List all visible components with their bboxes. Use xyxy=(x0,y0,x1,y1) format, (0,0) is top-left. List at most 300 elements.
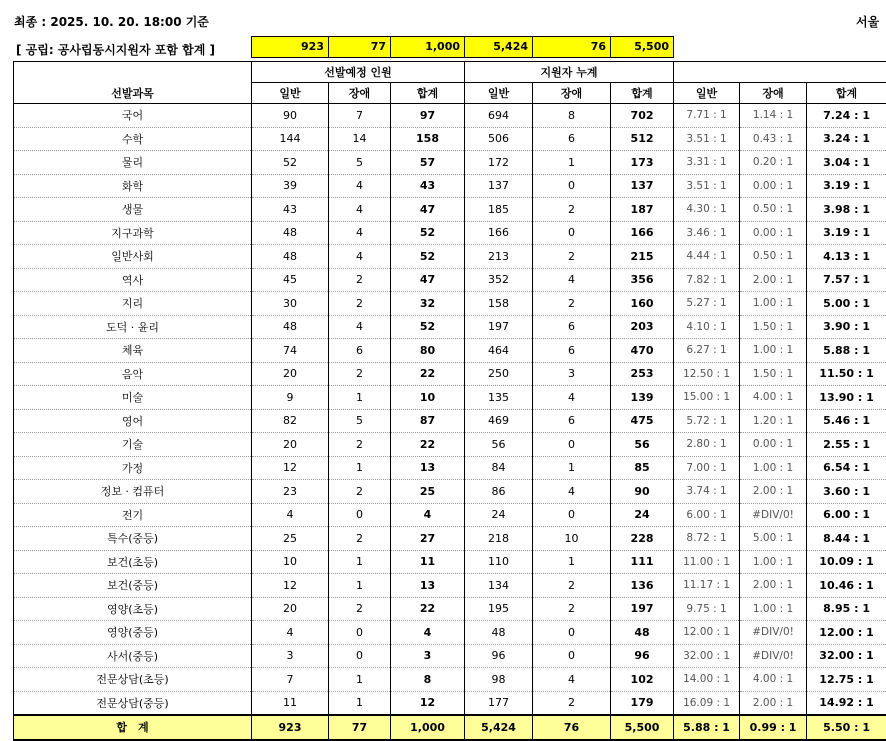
cell-ratio-general: 8.72 : 1 xyxy=(674,527,740,551)
cell-app-general: 98 xyxy=(465,668,533,692)
summary-value-app-total: 5,500 xyxy=(610,36,674,58)
cell-plan-disabled: 4 xyxy=(329,245,391,269)
summary-value-plan-disabled: 77 xyxy=(328,36,391,58)
cell-ratio-total: 8.95 : 1 xyxy=(807,597,886,621)
cell-app-disabled: 6 xyxy=(533,127,611,151)
cell-subject: 국어 xyxy=(14,104,252,128)
cell-plan-general: 48 xyxy=(252,315,329,339)
cell-ratio-disabled: 2.00 : 1 xyxy=(740,574,807,598)
table-row xyxy=(14,339,886,363)
cell-subject: 전기 xyxy=(14,503,252,527)
cell-app-disabled: 4 xyxy=(533,386,611,410)
cell-plan-disabled: 4 xyxy=(329,174,391,198)
cell-ratio-general: 12.50 : 1 xyxy=(674,362,740,386)
cell-plan-total: 27 xyxy=(391,527,465,551)
cell-subject: 영어 xyxy=(14,409,252,433)
cell-plan-disabled: 0 xyxy=(329,644,391,668)
cell-plan-total: 52 xyxy=(391,221,465,245)
cell-app-disabled: 0 xyxy=(533,621,611,645)
total-cell-app-general: 5,424 xyxy=(465,715,533,740)
cell-plan-general: 23 xyxy=(252,480,329,504)
cell-subject: 보건(초등) xyxy=(14,550,252,574)
cell-plan-general: 7 xyxy=(252,668,329,692)
table-row xyxy=(14,362,886,386)
cell-ratio-general: 7.71 : 1 xyxy=(674,104,740,128)
cell-app-disabled: 0 xyxy=(533,503,611,527)
cell-ratio-total: 3.90 : 1 xyxy=(807,315,886,339)
cell-plan-disabled: 1 xyxy=(329,574,391,598)
cell-app-disabled: 10 xyxy=(533,527,611,551)
cell-plan-total: 4 xyxy=(391,503,465,527)
cell-ratio-disabled: 0.50 : 1 xyxy=(740,198,807,222)
cell-ratio-disabled: 2.00 : 1 xyxy=(740,268,807,292)
cell-plan-disabled: 7 xyxy=(329,104,391,128)
cell-ratio-total: 3.60 : 1 xyxy=(807,480,886,504)
cell-ratio-total: 12.00 : 1 xyxy=(807,621,886,645)
cell-app-disabled: 0 xyxy=(533,174,611,198)
cell-subject: 가정 xyxy=(14,456,252,480)
cell-ratio-general: 14.00 : 1 xyxy=(674,668,740,692)
cell-ratio-total: 7.57 : 1 xyxy=(807,268,886,292)
cell-ratio-total: 6.00 : 1 xyxy=(807,503,886,527)
cell-plan-general: 43 xyxy=(252,198,329,222)
summary-value-app-general: 5,424 xyxy=(464,36,533,58)
col-header-app-total: 합계 xyxy=(611,83,674,104)
cell-app-total: 512 xyxy=(611,127,674,151)
cell-plan-total: 52 xyxy=(391,315,465,339)
cell-app-general: 166 xyxy=(465,221,533,245)
cell-app-disabled: 2 xyxy=(533,574,611,598)
cell-plan-total: 87 xyxy=(391,409,465,433)
cell-app-general: 469 xyxy=(465,409,533,433)
cell-plan-general: 45 xyxy=(252,268,329,292)
cell-app-total: 475 xyxy=(611,409,674,433)
cell-app-disabled: 2 xyxy=(533,691,611,715)
cell-plan-disabled: 4 xyxy=(329,221,391,245)
cell-ratio-general: 6.00 : 1 xyxy=(674,503,740,527)
cell-ratio-total: 3.04 : 1 xyxy=(807,151,886,175)
total-cell-subject: 합 계 xyxy=(14,715,252,740)
table-row xyxy=(14,433,886,457)
cell-plan-total: 22 xyxy=(391,433,465,457)
cell-subject: 기술 xyxy=(14,433,252,457)
cell-ratio-total: 13.90 : 1 xyxy=(807,386,886,410)
cell-app-disabled: 4 xyxy=(533,668,611,692)
cell-subject: 보건(중등) xyxy=(14,574,252,598)
cell-app-total: 187 xyxy=(611,198,674,222)
cell-subject: 수학 xyxy=(14,127,252,151)
col-header-ratio-general: 일반 xyxy=(674,83,740,104)
cell-app-general: 213 xyxy=(465,245,533,269)
cell-plan-total: 57 xyxy=(391,151,465,175)
table-row xyxy=(14,621,886,645)
cell-ratio-general: 11.00 : 1 xyxy=(674,550,740,574)
cell-app-disabled: 1 xyxy=(533,151,611,175)
cell-subject: 음악 xyxy=(14,362,252,386)
cell-plan-total: 10 xyxy=(391,386,465,410)
cell-ratio-total: 3.19 : 1 xyxy=(807,221,886,245)
cell-ratio-total: 3.19 : 1 xyxy=(807,174,886,198)
cell-ratio-total: 5.00 : 1 xyxy=(807,292,886,316)
cell-app-disabled: 2 xyxy=(533,292,611,316)
cell-plan-disabled: 5 xyxy=(329,409,391,433)
cell-app-total: 102 xyxy=(611,668,674,692)
table-row xyxy=(14,691,886,715)
cell-app-total: 24 xyxy=(611,503,674,527)
cell-plan-general: 144 xyxy=(252,127,329,151)
cell-plan-general: 20 xyxy=(252,362,329,386)
header-blank-cell xyxy=(14,62,252,83)
cell-app-total: 96 xyxy=(611,644,674,668)
cell-app-disabled: 6 xyxy=(533,339,611,363)
cell-app-general: 56 xyxy=(465,433,533,457)
cell-subject: 일반사회 xyxy=(14,245,252,269)
cell-ratio-disabled: 0.43 : 1 xyxy=(740,127,807,151)
cell-plan-general: 20 xyxy=(252,433,329,457)
table-row xyxy=(14,503,886,527)
cell-ratio-disabled: 0.50 : 1 xyxy=(740,245,807,269)
cell-plan-total: 22 xyxy=(391,597,465,621)
cell-plan-general: 3 xyxy=(252,644,329,668)
cell-plan-general: 11 xyxy=(252,691,329,715)
cell-app-general: 218 xyxy=(465,527,533,551)
cell-app-total: 90 xyxy=(611,480,674,504)
cell-plan-disabled: 1 xyxy=(329,456,391,480)
total-cell-ratio-total: 5.50 : 1 xyxy=(807,715,886,740)
table-row xyxy=(14,409,886,433)
total-cell-ratio-general: 5.88 : 1 xyxy=(674,715,740,740)
cell-app-total: 702 xyxy=(611,104,674,128)
cell-plan-disabled: 2 xyxy=(329,362,391,386)
cell-app-general: 185 xyxy=(465,198,533,222)
table-row xyxy=(14,198,886,222)
cell-ratio-general: 12.00 : 1 xyxy=(674,621,740,645)
cell-app-total: 253 xyxy=(611,362,674,386)
cell-app-disabled: 8 xyxy=(533,104,611,128)
col-header-subject: 선발과목 xyxy=(14,83,252,104)
cell-app-total: 48 xyxy=(611,621,674,645)
cell-plan-disabled: 14 xyxy=(329,127,391,151)
cell-ratio-total: 6.54 : 1 xyxy=(807,456,886,480)
cell-ratio-disabled: 2.00 : 1 xyxy=(740,691,807,715)
cell-plan-total: 47 xyxy=(391,198,465,222)
cell-ratio-total: 2.55 : 1 xyxy=(807,433,886,457)
cell-ratio-general: 2.80 : 1 xyxy=(674,433,740,457)
table-row xyxy=(14,268,886,292)
cell-plan-total: 158 xyxy=(391,127,465,151)
total-cell-plan-total: 1,000 xyxy=(391,715,465,740)
cell-app-general: 96 xyxy=(465,644,533,668)
cell-app-general: 86 xyxy=(465,480,533,504)
cell-ratio-disabled: 4.00 : 1 xyxy=(740,386,807,410)
cell-app-general: 134 xyxy=(465,574,533,598)
table-row xyxy=(14,174,886,198)
cell-subject: 지구과학 xyxy=(14,221,252,245)
cell-ratio-general: 3.46 : 1 xyxy=(674,221,740,245)
cell-ratio-general: 7.82 : 1 xyxy=(674,268,740,292)
cell-app-total: 56 xyxy=(611,433,674,457)
cell-app-general: 137 xyxy=(465,174,533,198)
cell-plan-disabled: 2 xyxy=(329,597,391,621)
total-cell-app-total: 5,500 xyxy=(611,715,674,740)
cell-app-general: 177 xyxy=(465,691,533,715)
cell-subject: 화학 xyxy=(14,174,252,198)
cell-plan-general: 9 xyxy=(252,386,329,410)
cell-ratio-disabled: 1.50 : 1 xyxy=(740,362,807,386)
table-row xyxy=(14,104,886,128)
cell-subject: 특수(중등) xyxy=(14,527,252,551)
cell-subject: 영양(중등) xyxy=(14,621,252,645)
cell-app-total: 137 xyxy=(611,174,674,198)
table-row xyxy=(14,644,886,668)
cell-plan-total: 25 xyxy=(391,480,465,504)
cell-plan-total: 43 xyxy=(391,174,465,198)
cell-subject: 사서(중등) xyxy=(14,644,252,668)
col-header-plan-total: 합계 xyxy=(391,83,465,104)
table-row xyxy=(14,315,886,339)
cell-ratio-disabled: 1.00 : 1 xyxy=(740,292,807,316)
cell-ratio-total: 14.92 : 1 xyxy=(807,691,886,715)
col-header-app-disabled: 장애 xyxy=(533,83,611,104)
cell-ratio-disabled: 4.00 : 1 xyxy=(740,668,807,692)
cell-app-disabled: 2 xyxy=(533,597,611,621)
cell-ratio-total: 5.46 : 1 xyxy=(807,409,886,433)
cell-subject: 체육 xyxy=(14,339,252,363)
org-label: 서울 xyxy=(856,13,879,30)
cell-plan-disabled: 1 xyxy=(329,550,391,574)
col-header-app-general: 일반 xyxy=(465,83,533,104)
cell-plan-total: 11 xyxy=(391,550,465,574)
cell-ratio-total: 32.00 : 1 xyxy=(807,644,886,668)
cell-ratio-total: 7.24 : 1 xyxy=(807,104,886,128)
cell-ratio-disabled: 1.50 : 1 xyxy=(740,315,807,339)
header-column-row xyxy=(14,83,886,104)
table-row xyxy=(14,292,886,316)
cell-plan-general: 90 xyxy=(252,104,329,128)
cell-app-disabled: 0 xyxy=(533,433,611,457)
cell-plan-general: 74 xyxy=(252,339,329,363)
cell-ratio-disabled: 5.00 : 1 xyxy=(740,527,807,551)
cell-ratio-disabled: 1.00 : 1 xyxy=(740,550,807,574)
cell-plan-total: 13 xyxy=(391,456,465,480)
cell-app-general: 464 xyxy=(465,339,533,363)
summary-value-plan-total: 1,000 xyxy=(390,36,465,58)
table-row xyxy=(14,480,886,504)
cell-subject: 물리 xyxy=(14,151,252,175)
cell-app-disabled: 1 xyxy=(533,550,611,574)
cell-ratio-disabled: 0.00 : 1 xyxy=(740,433,807,457)
cell-ratio-total: 8.44 : 1 xyxy=(807,527,886,551)
cell-plan-general: 25 xyxy=(252,527,329,551)
table-row xyxy=(14,574,886,598)
cell-plan-general: 82 xyxy=(252,409,329,433)
cell-app-general: 110 xyxy=(465,550,533,574)
cell-ratio-disabled: 1.00 : 1 xyxy=(740,339,807,363)
cell-plan-disabled: 2 xyxy=(329,480,391,504)
cell-plan-disabled: 4 xyxy=(329,315,391,339)
table-row xyxy=(14,221,886,245)
cell-plan-general: 12 xyxy=(252,574,329,598)
cell-app-disabled: 4 xyxy=(533,480,611,504)
cell-app-total: 179 xyxy=(611,691,674,715)
cell-ratio-general: 15.00 : 1 xyxy=(674,386,740,410)
cell-ratio-disabled: 1.14 : 1 xyxy=(740,104,807,128)
cell-subject: 생물 xyxy=(14,198,252,222)
cell-subject: 전문상담(초등) xyxy=(14,668,252,692)
cell-plan-disabled: 1 xyxy=(329,668,391,692)
cell-plan-total: 22 xyxy=(391,362,465,386)
cell-ratio-disabled: #DIV/0! xyxy=(740,503,807,527)
cell-plan-total: 32 xyxy=(391,292,465,316)
cell-app-general: 48 xyxy=(465,621,533,645)
cell-ratio-disabled: #DIV/0! xyxy=(740,621,807,645)
table-row xyxy=(14,127,886,151)
cell-app-general: 506 xyxy=(465,127,533,151)
cell-app-total: 228 xyxy=(611,527,674,551)
total-cell-plan-disabled: 77 xyxy=(329,715,391,740)
cell-plan-total: 12 xyxy=(391,691,465,715)
cell-plan-total: 3 xyxy=(391,644,465,668)
cell-ratio-general: 11.17 : 1 xyxy=(674,574,740,598)
summary-label: [ 공립: 공사립동시지원자 포함 합계 ] xyxy=(16,41,215,58)
cell-plan-disabled: 0 xyxy=(329,503,391,527)
cell-plan-total: 80 xyxy=(391,339,465,363)
cell-app-total: 173 xyxy=(611,151,674,175)
cell-app-total: 160 xyxy=(611,292,674,316)
cell-plan-general: 12 xyxy=(252,456,329,480)
cell-subject: 역사 xyxy=(14,268,252,292)
cell-ratio-general: 5.27 : 1 xyxy=(674,292,740,316)
cell-plan-disabled: 2 xyxy=(329,433,391,457)
cell-plan-general: 48 xyxy=(252,245,329,269)
cell-ratio-total: 4.13 : 1 xyxy=(807,245,886,269)
summary-value-app-disabled: 76 xyxy=(532,36,611,58)
group-header-ratio xyxy=(674,62,886,83)
cell-app-total: 85 xyxy=(611,456,674,480)
cell-app-disabled: 0 xyxy=(533,221,611,245)
cell-ratio-general: 3.74 : 1 xyxy=(674,480,740,504)
cell-plan-disabled: 2 xyxy=(329,527,391,551)
cell-app-total: 139 xyxy=(611,386,674,410)
cell-ratio-disabled: 1.00 : 1 xyxy=(740,597,807,621)
cell-subject: 미술 xyxy=(14,386,252,410)
group-header-plan: 선발예정 인원 xyxy=(252,62,465,83)
cell-ratio-total: 3.24 : 1 xyxy=(807,127,886,151)
col-header-ratio-total: 합계 xyxy=(807,83,886,104)
cell-app-general: 135 xyxy=(465,386,533,410)
cell-plan-general: 39 xyxy=(252,174,329,198)
cell-app-general: 352 xyxy=(465,268,533,292)
table-row xyxy=(14,456,886,480)
cell-ratio-general: 3.51 : 1 xyxy=(674,127,740,151)
cell-ratio-disabled: 0.00 : 1 xyxy=(740,174,807,198)
col-header-ratio-disabled: 장애 xyxy=(740,83,807,104)
table-row xyxy=(14,245,886,269)
cell-ratio-disabled: 0.20 : 1 xyxy=(740,151,807,175)
cell-plan-disabled: 2 xyxy=(329,268,391,292)
group-header-applicants: 지원자 누계 xyxy=(465,62,674,83)
cell-plan-disabled: 1 xyxy=(329,691,391,715)
cell-ratio-disabled: #DIV/0! xyxy=(740,644,807,668)
competition-table xyxy=(13,61,886,741)
cell-plan-general: 52 xyxy=(252,151,329,175)
cell-subject: 지리 xyxy=(14,292,252,316)
cell-ratio-total: 10.46 : 1 xyxy=(807,574,886,598)
cell-app-disabled: 2 xyxy=(533,198,611,222)
table-row xyxy=(14,597,886,621)
cell-plan-disabled: 2 xyxy=(329,292,391,316)
cell-app-total: 356 xyxy=(611,268,674,292)
cell-ratio-general: 5.72 : 1 xyxy=(674,409,740,433)
cell-ratio-disabled: 1.00 : 1 xyxy=(740,456,807,480)
cell-plan-disabled: 1 xyxy=(329,386,391,410)
cell-subject: 정보 · 컴퓨터 xyxy=(14,480,252,504)
cell-ratio-general: 32.00 : 1 xyxy=(674,644,740,668)
cell-app-disabled: 6 xyxy=(533,409,611,433)
cell-plan-total: 8 xyxy=(391,668,465,692)
cell-ratio-general: 4.44 : 1 xyxy=(674,245,740,269)
cell-app-total: 111 xyxy=(611,550,674,574)
table-row xyxy=(14,550,886,574)
summary-value-plan-general: 923 xyxy=(251,36,329,58)
cell-plan-general: 20 xyxy=(252,597,329,621)
total-cell-plan-general: 923 xyxy=(252,715,329,740)
cell-ratio-general: 9.75 : 1 xyxy=(674,597,740,621)
cell-plan-general: 30 xyxy=(252,292,329,316)
cell-app-total: 166 xyxy=(611,221,674,245)
col-header-plan-disabled: 장애 xyxy=(329,83,391,104)
cell-plan-total: 52 xyxy=(391,245,465,269)
cell-app-general: 694 xyxy=(465,104,533,128)
total-cell-ratio-disabled: 0.99 : 1 xyxy=(740,715,807,740)
cell-ratio-disabled: 1.20 : 1 xyxy=(740,409,807,433)
cell-app-disabled: 3 xyxy=(533,362,611,386)
cell-plan-disabled: 0 xyxy=(329,621,391,645)
cell-ratio-total: 5.88 : 1 xyxy=(807,339,886,363)
cell-ratio-general: 4.30 : 1 xyxy=(674,198,740,222)
cell-app-total: 197 xyxy=(611,597,674,621)
cell-plan-disabled: 5 xyxy=(329,151,391,175)
cell-app-total: 136 xyxy=(611,574,674,598)
table-row xyxy=(14,386,886,410)
cell-plan-disabled: 4 xyxy=(329,198,391,222)
header-group-row xyxy=(14,62,886,83)
cell-app-general: 197 xyxy=(465,315,533,339)
cell-ratio-general: 3.51 : 1 xyxy=(674,174,740,198)
total-row xyxy=(14,715,886,740)
date-line: 최종 : 2025. 10. 20. 18:00 기준 xyxy=(14,13,209,30)
cell-ratio-general: 7.00 : 1 xyxy=(674,456,740,480)
cell-ratio-general: 16.09 : 1 xyxy=(674,691,740,715)
cell-app-general: 172 xyxy=(465,151,533,175)
cell-plan-total: 97 xyxy=(391,104,465,128)
cell-plan-general: 4 xyxy=(252,621,329,645)
cell-ratio-total: 3.98 : 1 xyxy=(807,198,886,222)
table-row xyxy=(14,151,886,175)
cell-plan-general: 10 xyxy=(252,550,329,574)
cell-app-disabled: 6 xyxy=(533,315,611,339)
total-cell-app-disabled: 76 xyxy=(533,715,611,740)
cell-app-disabled: 1 xyxy=(533,456,611,480)
cell-subject: 도덕 · 윤리 xyxy=(14,315,252,339)
cell-ratio-disabled: 0.00 : 1 xyxy=(740,221,807,245)
cell-plan-total: 47 xyxy=(391,268,465,292)
cell-app-disabled: 2 xyxy=(533,245,611,269)
cell-app-general: 195 xyxy=(465,597,533,621)
cell-app-total: 470 xyxy=(611,339,674,363)
cell-app-general: 24 xyxy=(465,503,533,527)
cell-app-general: 84 xyxy=(465,456,533,480)
